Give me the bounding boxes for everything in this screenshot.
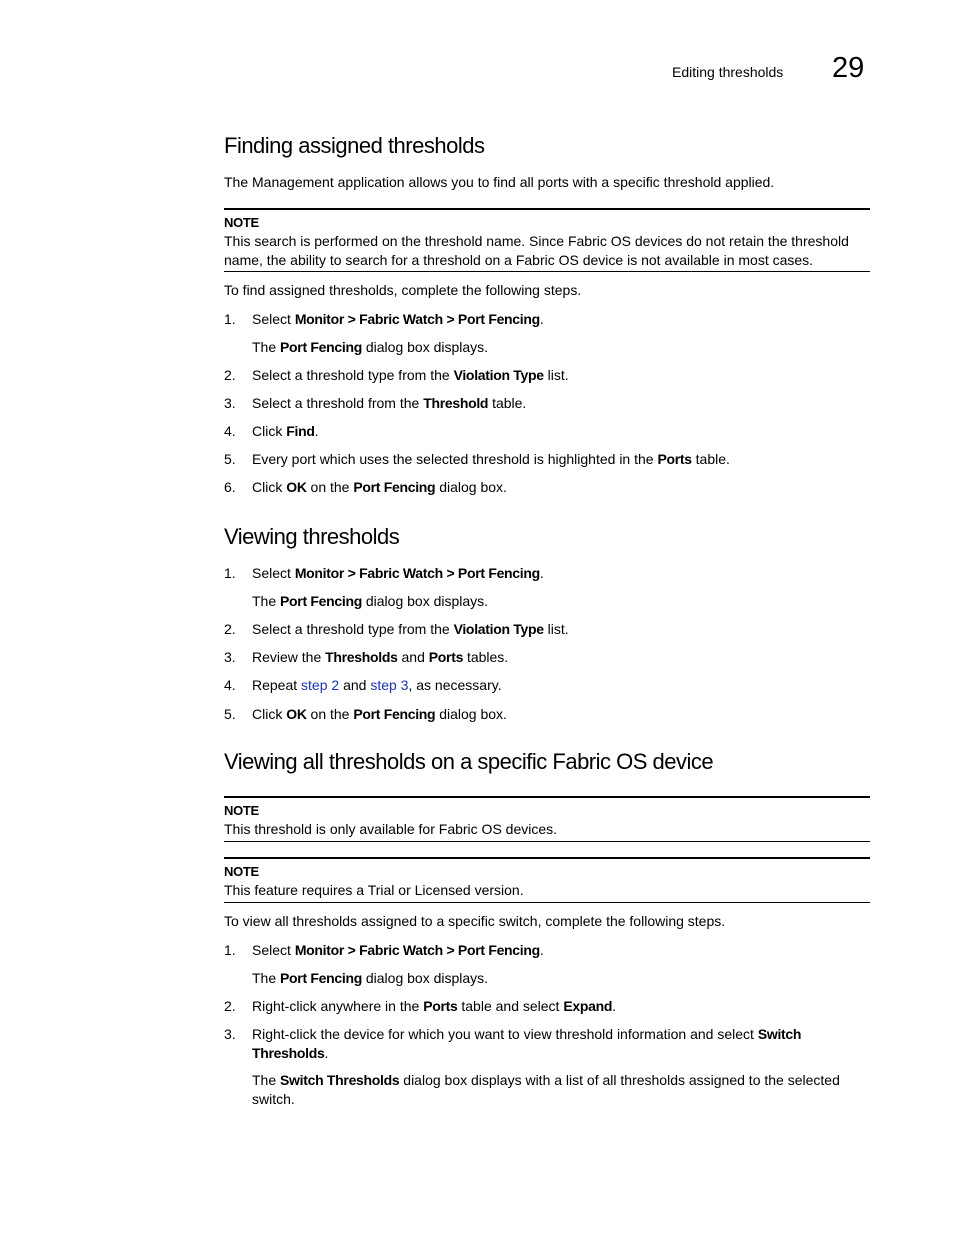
note-label: NOTE <box>224 215 259 230</box>
step-number: 3. <box>224 1026 236 1042</box>
step-number: 2. <box>224 367 236 383</box>
note-label: NOTE <box>224 864 259 879</box>
note-text: This threshold is only available for Fabric OS devices. <box>224 821 558 837</box>
step-text: Select <box>252 311 295 327</box>
step-text: The <box>252 970 281 986</box>
step-2-link[interactable]: step 2 <box>301 677 340 693</box>
step-text: Click <box>252 706 287 722</box>
section-heading-specific-device: Viewing all thresholds on a specific Fabric OS device <box>224 749 714 774</box>
step-number: 1. <box>224 311 236 327</box>
step-number: 4. <box>224 677 236 693</box>
step-text: on the <box>306 706 354 722</box>
step-text: Select <box>252 942 295 958</box>
note-box <box>224 857 870 903</box>
note-box <box>224 208 870 272</box>
step-text: dialog box displays. <box>361 593 489 609</box>
ui-menu-path: Monitor > Fabric Watch > Port Fencing <box>294 565 540 581</box>
ui-menu-item-name: Switch Thresholds <box>252 1026 802 1061</box>
steps-lead: To view all thresholds assigned to a specific switch, complete the following steps. <box>224 913 726 929</box>
step-text: table. <box>691 451 730 467</box>
ui-dialog-name: Port Fencing <box>280 339 362 355</box>
step-number: 3. <box>224 649 236 665</box>
step-text: The <box>252 339 281 355</box>
step-number: 1. <box>224 942 236 958</box>
ui-list-name: Violation Type <box>453 367 544 383</box>
step-number: 4. <box>224 423 236 439</box>
ui-table-name: Thresholds <box>325 649 398 665</box>
step-text: Select <box>252 565 295 581</box>
step-text: The <box>252 1072 281 1088</box>
step-number: 6. <box>224 479 236 495</box>
step-result <box>252 592 870 611</box>
step-text: Click <box>252 479 287 495</box>
ui-menu-path: Monitor > Fabric Watch > Port Fencing <box>294 311 540 327</box>
ui-dialog-name: Port Fencing <box>353 706 436 722</box>
section-intro: The Management application allows you to find all ports with a specific threshold applied. <box>224 174 775 190</box>
step-text: and <box>397 649 429 665</box>
step-text: Review the <box>252 649 326 665</box>
ui-button-name: OK <box>286 479 307 495</box>
chapter-number: 29 <box>832 52 865 84</box>
step-text: dialog box. <box>435 479 507 495</box>
step-text: Select a threshold type from the <box>252 367 454 383</box>
step-text: dialog box displays. <box>361 970 489 986</box>
steps-lead: To find assigned thresholds, complete the following steps. <box>224 282 582 298</box>
note-box <box>224 796 870 842</box>
step-number: 2. <box>224 998 236 1014</box>
step-text: . <box>612 998 616 1014</box>
step-number: 2. <box>224 621 236 637</box>
ui-table-name: Ports <box>423 998 458 1014</box>
ui-table-name: Ports <box>657 451 692 467</box>
step-text: table and select <box>457 998 564 1014</box>
step-result <box>252 1071 870 1109</box>
ui-dialog-name: Port Fencing <box>280 593 362 609</box>
note-text: This search is performed on the threshold name. Since Fabric OS devices do not retain the threshold name, the ability to search for a threshold on a Fabric OS device is not available in most cases. <box>224 233 849 268</box>
step-text: Repeat <box>252 677 302 693</box>
section-heading-finding: Finding assigned thresholds <box>224 133 485 158</box>
section-heading-viewing: Viewing thresholds <box>224 524 400 549</box>
ui-dialog-name: Switch Thresholds <box>280 1072 400 1088</box>
ui-menu-item-name: Expand <box>563 998 613 1014</box>
step-text: on the <box>306 479 354 495</box>
step-text: Every port which uses the selected threshold is highlighted in the <box>252 451 658 467</box>
step-text: list. <box>543 621 569 637</box>
step-text: Click <box>252 423 287 439</box>
step-text: . <box>539 565 544 581</box>
step-number: 1. <box>224 565 236 581</box>
step-text: tables. <box>463 649 509 665</box>
step-text: The <box>252 593 281 609</box>
note-text: This feature requires a Trial or Licensed version. <box>224 882 524 898</box>
step-text: . <box>324 1045 329 1061</box>
step-number: 3. <box>224 395 236 411</box>
step-text: list. <box>543 367 569 383</box>
ui-dialog-name: Port Fencing <box>353 479 436 495</box>
step-result <box>252 969 870 988</box>
step-text: . <box>539 311 544 327</box>
step-3-link[interactable]: step 3 <box>370 677 409 693</box>
step-text: Right-click the device for which you want to view threshold information and select <box>252 1026 758 1042</box>
ui-table-name: Threshold <box>423 395 489 411</box>
step-text: , as necessary. <box>408 677 502 693</box>
step-number: 5. <box>224 706 236 722</box>
step-text: dialog box displays. <box>361 339 489 355</box>
ui-button-name: Find <box>286 423 315 439</box>
ui-dialog-name: Port Fencing <box>280 970 362 986</box>
step-text: Right-click anywhere in the <box>252 998 424 1014</box>
step-number: 5. <box>224 451 236 467</box>
running-header-section: Editing thresholds <box>672 64 784 80</box>
step-text: . <box>314 423 319 439</box>
step-text: . <box>539 942 544 958</box>
ui-menu-path: Monitor > Fabric Watch > Port Fencing <box>294 942 540 958</box>
step-text: dialog box. <box>435 706 507 722</box>
step-result <box>252 338 870 357</box>
note-label: NOTE <box>224 803 259 818</box>
step-text: dialog box displays with a list of all thresholds assigned to the selected switch. <box>252 1072 840 1107</box>
ui-list-name: Violation Type <box>453 621 544 637</box>
ui-button-name: OK <box>286 706 307 722</box>
ui-table-name: Ports <box>428 649 464 665</box>
step-text: table. <box>488 395 527 411</box>
step-text: Select a threshold from the <box>252 395 424 411</box>
step-text: and <box>339 677 371 693</box>
step-text: Select a threshold type from the <box>252 621 454 637</box>
